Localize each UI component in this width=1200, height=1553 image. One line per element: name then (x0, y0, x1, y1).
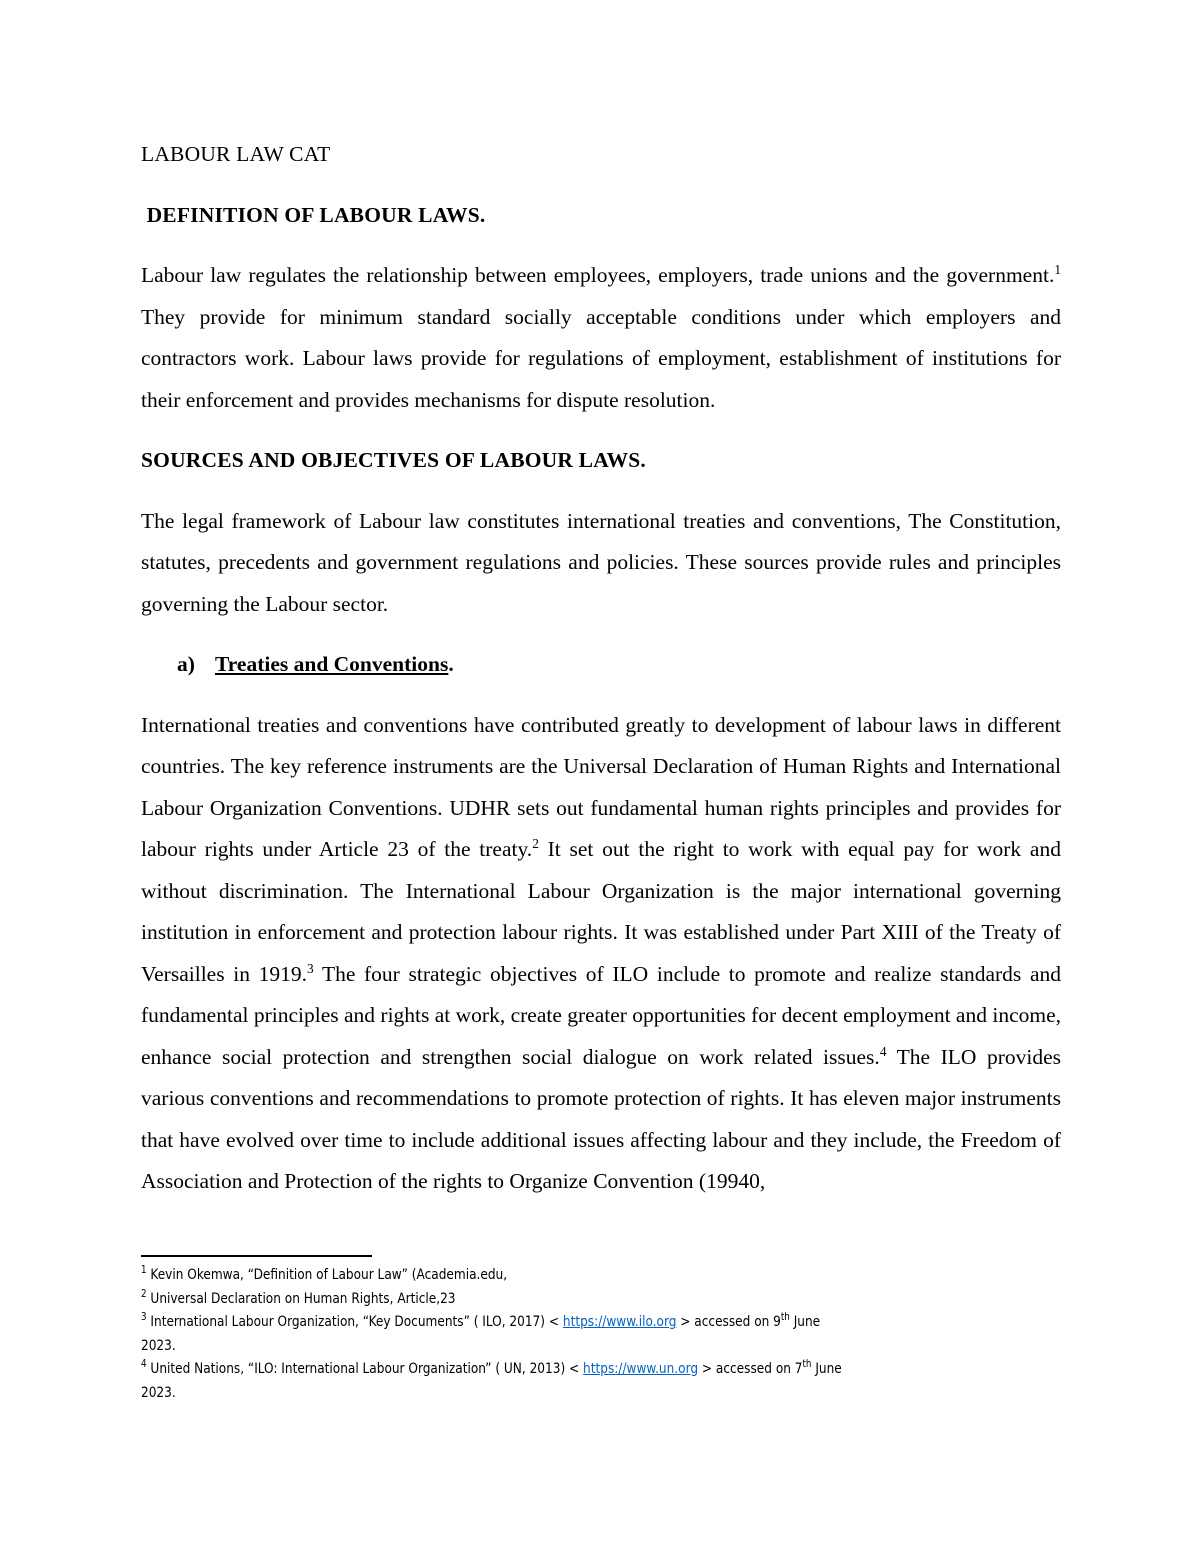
footnote-ref-3[interactable]: 3 (307, 960, 314, 976)
footnotes-section (141, 1255, 1071, 1405)
paragraph-treaties-and-conventions (141, 705, 1061, 1203)
footnote-entry-3 (141, 1311, 1071, 1335)
treaties-text-part-4: The ILO provides various conventions and recommendations to promote protection of rights. It has eleven major instruments that have evolved over time to include additional issues affecting labour and they include, the Freedom of Association and Protection of the rights to Organize Convention (19940, (141, 1044, 1061, 1193)
footnote-text-4: United Nations, “ILO: International Labour Organization” ( UN, 2013) < (150, 1361, 584, 1377)
footnote-ref-4[interactable]: 4 (879, 1043, 887, 1059)
footnote-4-tail-pre: > accessed on 7 (698, 1361, 803, 1377)
footnote-text-3: International Labour Organization, “Key Documents” ( ILO, 2017) < (150, 1314, 563, 1330)
list-item-a-period: . (448, 652, 454, 676)
footnote-entry-2 (141, 1288, 1071, 1312)
treaties-text-part-3: The four strategic objectives of ILO include to promote and realize standards and fundamental principles and rights at work, create greater opportunities for decent employment and income, enhance social protection and strengthen social dialogue on work related issues. (141, 961, 1061, 1069)
footnote-number-1: 1 (141, 1264, 147, 1277)
heading-sources-and-objectives: SOURCES AND OBJECTIVES OF LABOUR LAWS. (141, 448, 646, 472)
list-item-a-label: Treaties and Conventions (215, 652, 449, 676)
definition-text-part-1: Labour law regulates the relationship between employees, employers, trade unions and the government. (141, 263, 1055, 287)
footnote-entry-1 (141, 1264, 1071, 1288)
treaties-text-part-2: It set out the right to work with equal pay for work and without discrimination. The International Labour Organization is the major international governing institution in enforcement and protection labour rights. It was established under Part XIII of the Treaty of Versailles in 1919. (141, 837, 1061, 986)
footnote-entry-3-continuation: 2023. (141, 1337, 176, 1354)
footnote-entry-4-continuation: 2023. (141, 1384, 176, 1401)
footnote-number-3: 3 (141, 1311, 147, 1324)
list-item-a-treaties-and-conventions (141, 644, 1061, 686)
footnote-4-ordinal-suffix: th (802, 1358, 812, 1371)
heading-definition-of-labour-laws: DEFINITION OF LABOUR LAWS. (141, 202, 486, 227)
paragraph-definition-body (141, 255, 1061, 421)
footnote-3-ordinal-suffix: th (780, 1311, 790, 1324)
footnote-ref-2[interactable]: 2 (532, 835, 539, 851)
footnote-text-1: Kevin Okemwa, “Definition of Labour Law” (Academia.edu, (150, 1267, 508, 1283)
document-title: LABOUR LAW CAT (141, 142, 331, 166)
footnote-number-4: 4 (141, 1358, 147, 1371)
footnote-separator-rule (141, 1255, 372, 1257)
footnote-3-tail-post: June (789, 1314, 821, 1330)
footnote-4-tail-post: June (811, 1361, 842, 1377)
footnote-link-un[interactable]: https://www.un.org (583, 1361, 699, 1377)
footnote-ref-1[interactable]: 1 (1054, 261, 1061, 277)
footnote-text-2: Universal Declaration on Human Rights, Article,23 (150, 1290, 456, 1307)
treaties-text-part-1: International treaties and conventions have contributed greatly to development of labour laws in different countries. The key reference instruments are the Universal Declaration of Human Rights and International Labour Organization Conventions. UDHR sets out fundamental human rights principles and provides for labour rights under Article 23 of the treaty. (141, 712, 1061, 861)
document-body-column (141, 134, 1061, 1222)
footnote-number-2: 2 (141, 1287, 147, 1300)
footnote-3-tail-pre: > accessed on 9 (676, 1314, 781, 1330)
paragraph-sources-body: The legal framework of Labour law constitutes international treaties and conventions, The Constitution, statutes, precedents and government regulations and policies. These sources provide rules and principles governing the Labour sector. (141, 508, 1061, 616)
footnote-entry-4 (141, 1358, 1071, 1382)
list-marker-a: a) (177, 652, 195, 676)
definition-text-part-2: They provide for minimum standard socially acceptable conditions under which employers and contractors work. Labour laws provide for regulations of employment, establishment of institutions for their enforcement and provides mechanisms for dispute resolution. (141, 304, 1061, 412)
footnote-link-ilo[interactable]: https://www.ilo.org (562, 1314, 677, 1330)
